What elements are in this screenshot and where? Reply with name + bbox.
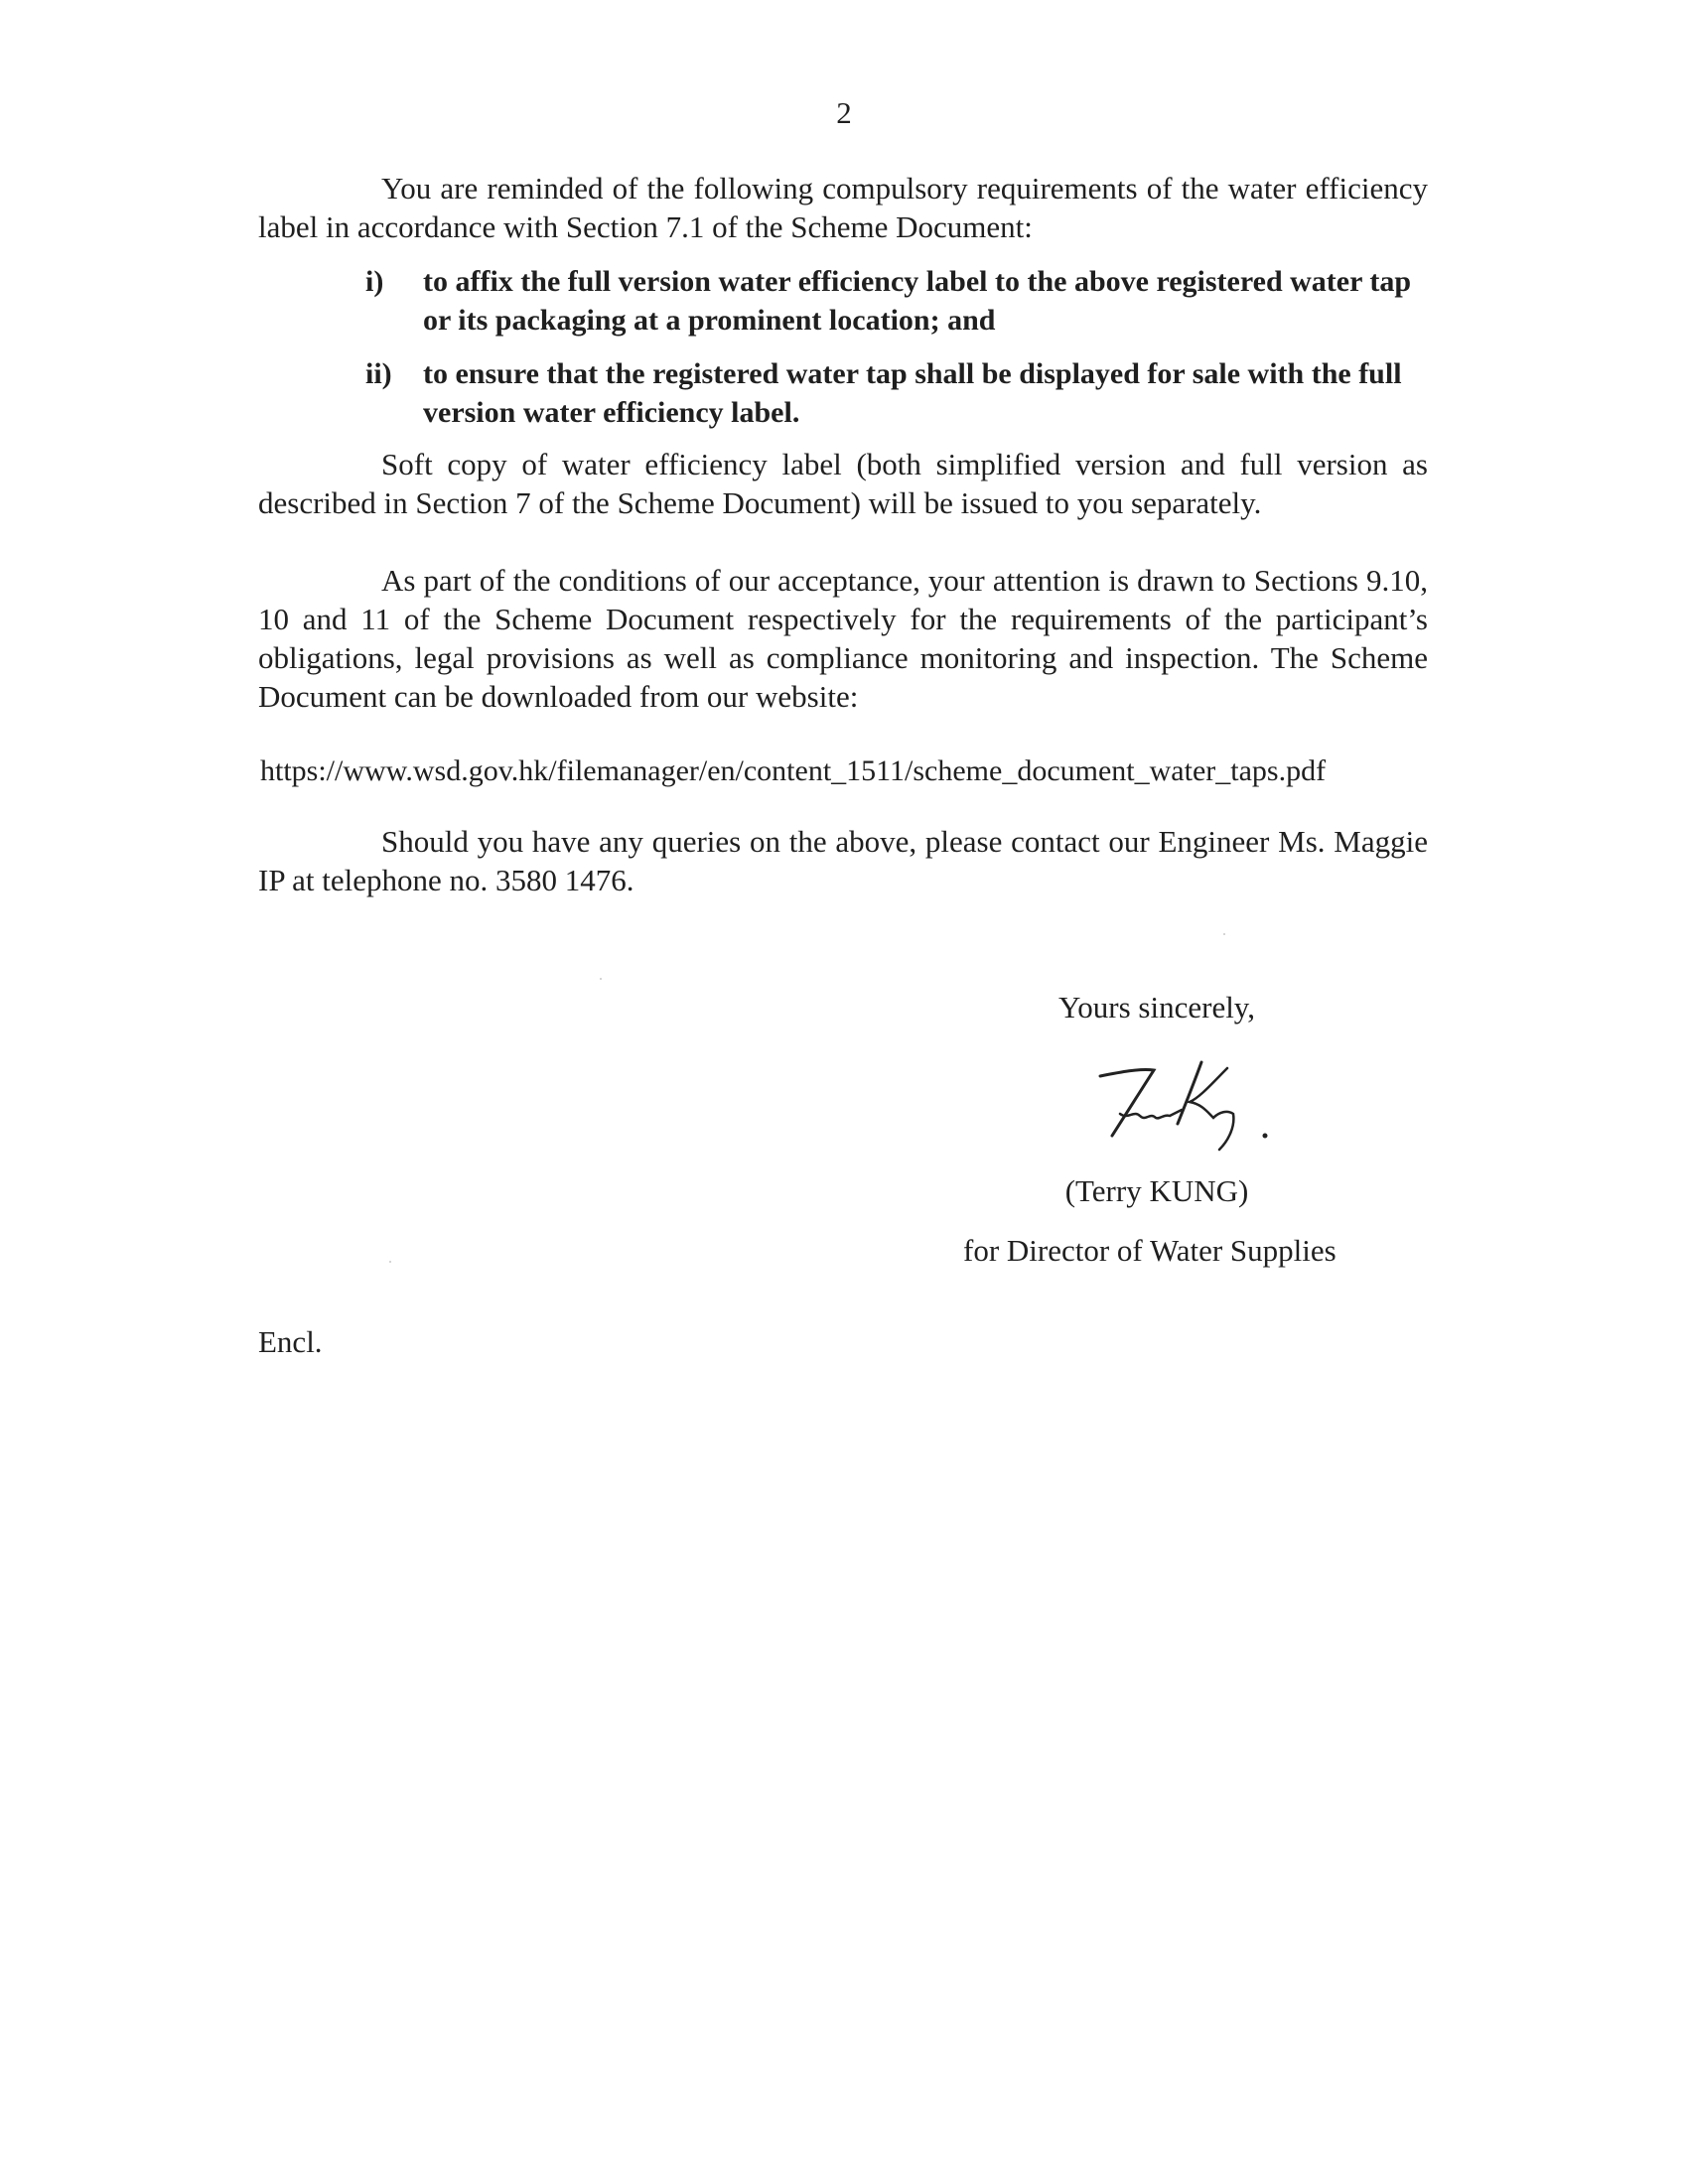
scan-speck	[389, 1261, 391, 1263]
acceptance-paragraph: As part of the conditions of our acceptance, your attention is drawn to Sections 9.10, 10 and 11 of the Scheme Document respectively for the requirements of the participant’s obligations, legal provisions as well as compliance monitoring and inspection. The Scheme Document can be downloaded from our website:	[258, 563, 1428, 714]
closing-salutation: Yours sincerely,	[1058, 990, 1256, 1024]
signer-name: (Terry KUNG)	[1064, 1173, 1249, 1208]
page-number: 2	[836, 95, 852, 130]
scan-speck	[600, 978, 602, 980]
soft-copy-paragraph: Soft copy of water efficiency label (both simplified version and full version as described in Section 7 of the Scheme Document) will be issued to you separately.	[258, 447, 1428, 520]
requirement-marker: i)	[365, 265, 384, 298]
requirement-text: to affix the full version water efficiency label to the above registered water tap or its packaging at a prominent location; and	[423, 265, 1412, 337]
contact-paragraph: Should you have any queries on the above, please contact our Engineer Ms. Maggie IP at telephone no. 3580 1476.	[258, 824, 1428, 897]
signer-title: for Director of Water Supplies	[963, 1233, 1336, 1268]
scan-speck	[1223, 933, 1225, 935]
requirements-list	[365, 262, 1428, 447]
requirement-item	[365, 354, 1428, 432]
requirement-marker: ii)	[365, 357, 392, 390]
enclosure-note: Encl.	[258, 1324, 323, 1359]
scheme-document-link[interactable]: https://www.wsd.gov.hk/filemanager/en/content_1511/scheme_document_water_taps.pdf	[260, 754, 1327, 787]
requirement-item	[365, 262, 1428, 340]
handwritten-signature	[1090, 1054, 1279, 1163]
requirement-text: to ensure that the registered water tap shall be displayed for sale with the full version water efficiency label.	[423, 357, 1402, 429]
intro-paragraph: You are reminded of the following compulsory requirements of the water efficiency label in accordance with Section 7.1 of the Scheme Document:	[258, 171, 1428, 244]
